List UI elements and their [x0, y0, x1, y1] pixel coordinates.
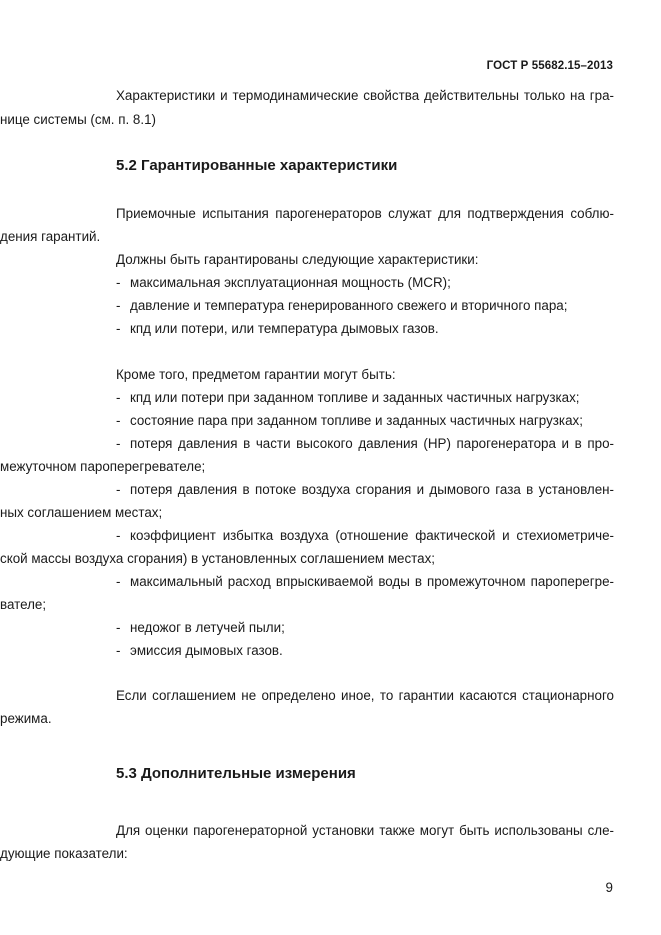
list-item-continuation: ных соглашением местах;: [0, 505, 163, 520]
standard-header: ГОСТ Р 55682.15–2013: [486, 60, 613, 72]
list-item-text: кпд или потери при заданном топливе и заданных частичных нагрузках;: [130, 390, 580, 405]
list-item-text: потеря давления в части высокого давления (HP) парогенератора и в про-: [130, 436, 614, 451]
list-item-text: потеря давления в потоке воздуха сгорания и дымового газа в установлен-: [130, 482, 614, 497]
list-item-continuation: ской массы воздуха сгорания) в установленных соглашением местах;: [0, 551, 436, 566]
bullet-dash: -: [116, 620, 121, 635]
s52-p2: Должны быть гарантированы следующие характеристики:: [116, 252, 479, 267]
page-number: 9: [605, 880, 613, 895]
s53-p1-line-1: Для оценки парогенераторной установки также могут быть использованы сле-: [116, 823, 614, 838]
list-item: [116, 643, 283, 659]
list-item-text: состояние пара при заданном топливе и заданных частичных нагрузках;: [130, 413, 583, 428]
bullet-dash: -: [116, 413, 121, 428]
list-item: [116, 413, 583, 429]
s52-p4-line-2: режима.: [0, 711, 52, 726]
list-item-text: максимальная эксплуатационная мощность (MCR);: [130, 275, 451, 290]
list-item: [116, 390, 580, 406]
bullet-dash: -: [116, 643, 121, 658]
section-5-2-heading: 5.2 Гарантированные характеристики: [116, 157, 398, 174]
bullet-dash: -: [116, 275, 121, 290]
s53-p1-line-2: дующие показатели:: [0, 846, 128, 861]
bullet-dash: -: [116, 528, 121, 543]
list-item: [116, 298, 567, 314]
section-5-3-heading: 5.3 Дополнительные измерения: [116, 765, 356, 782]
list-item: [116, 436, 614, 452]
list-item-text: эмиссия дымовых газов.: [130, 643, 283, 658]
list-item: [116, 482, 614, 498]
list-item-text: максимальный расход впрыскиваемой воды в промежуточном пароперегре-: [130, 574, 614, 589]
s52-p1-line-2: дения гарантий.: [0, 229, 101, 244]
list-item-continuation: межуточном пароперегревателе;: [0, 459, 206, 474]
list-item-continuation: вателе;: [0, 597, 47, 612]
list-item: [116, 275, 451, 291]
s52-p4-line-1: Если соглашением не определено иное, то гарантии касаются стационарного: [116, 688, 614, 703]
intro-line-1: Характеристики и термодинамические свойства действительны только на гра-: [116, 88, 614, 103]
s52-p3: Кроме того, предметом гарантии могут быть:: [116, 367, 396, 382]
list-item: [116, 574, 614, 590]
bullet-dash: -: [116, 390, 121, 405]
list-item: [116, 620, 285, 636]
list-item: [116, 528, 614, 544]
intro-line-2: нице системы (см. п. 8.1): [0, 112, 156, 127]
bullet-dash: -: [116, 436, 121, 451]
list-item-text: коэффициент избытка воздуха (отношение фактической и стехиометриче-: [130, 528, 614, 543]
bullet-dash: -: [116, 321, 121, 336]
list-item: [116, 321, 439, 337]
list-item-text: кпд или потери, или температура дымовых газов.: [130, 321, 439, 336]
s52-p1-line-1: Приемочные испытания парогенераторов служат для подтверждения соблю-: [116, 206, 614, 221]
bullet-dash: -: [116, 482, 121, 497]
bullet-dash: -: [116, 298, 121, 313]
list-item-text: давление и температура генерированного свежего и вторичного пара;: [130, 298, 568, 313]
list-item-text: недожог в летучей пыли;: [130, 620, 285, 635]
bullet-dash: -: [116, 574, 121, 589]
